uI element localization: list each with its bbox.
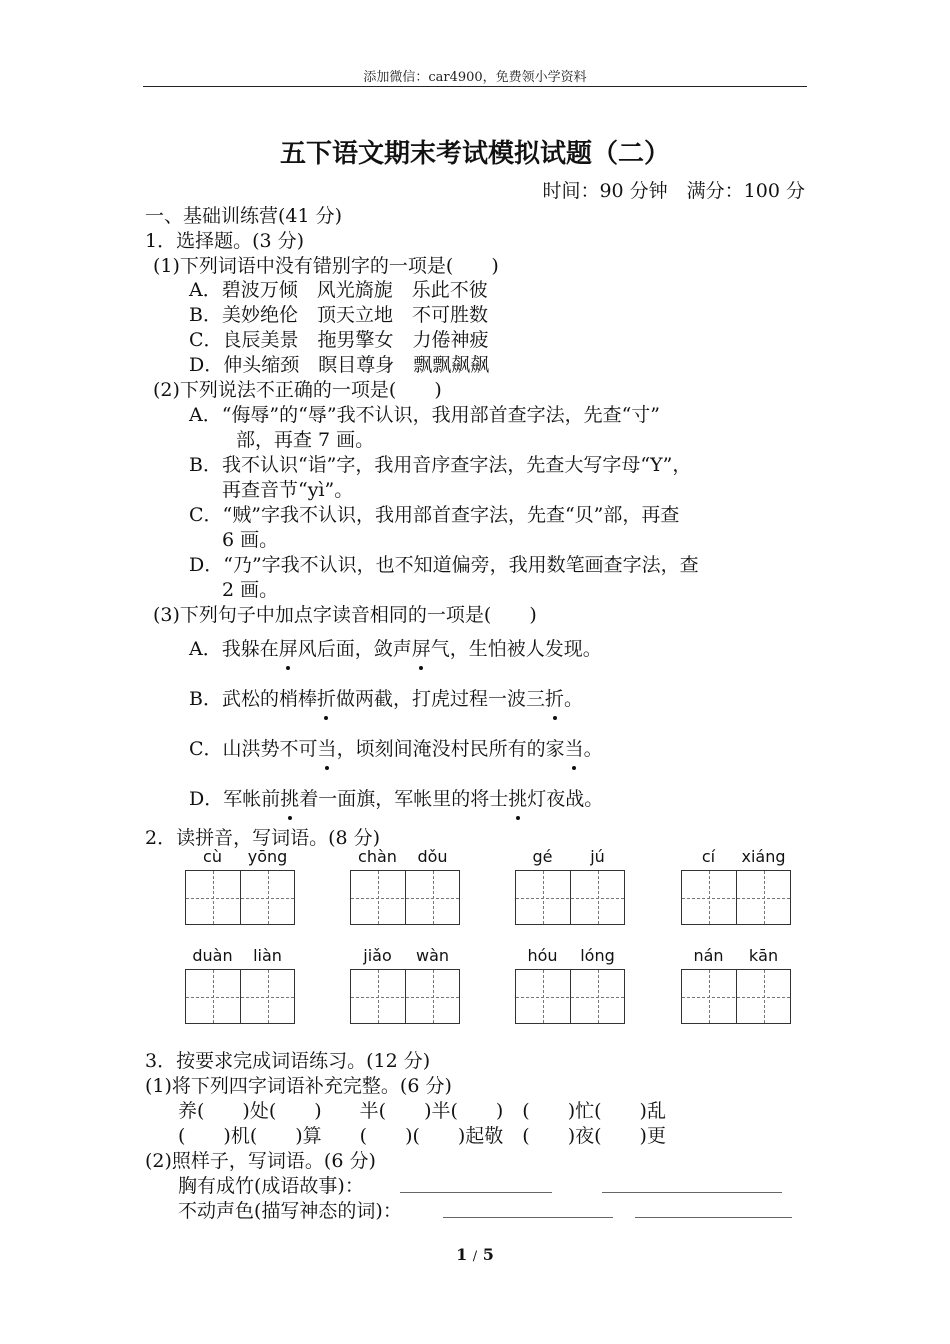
q1-1-option: D．伸头缩颈 瞑目尊身 飘飘飙飙: [189, 354, 490, 376]
option-text: 风后面，敛声: [297, 638, 412, 660]
pinyin: duàn: [192, 946, 233, 965]
dotted-char: 当: [318, 734, 337, 761]
q3-heading: 3．按要求完成词语练习。(12 分): [145, 1050, 431, 1072]
answer-line[interactable]: [400, 1192, 552, 1193]
pinyin: wàn: [415, 946, 450, 965]
example-prompt: 胸有成竹(成语故事)：: [178, 1175, 364, 1197]
dotted-char: 屏: [279, 634, 298, 661]
example-prompt: 不动声色(描写神态的词)：: [178, 1200, 402, 1222]
q2-heading: 2．读拼音，写词语。(8 分): [145, 827, 381, 849]
option-text: ，顷刻间淹没村民所有的家: [336, 738, 565, 760]
q1-2-option-cont: 6 画。: [222, 529, 279, 551]
pinyin: lóng: [580, 946, 615, 965]
dotted-char: 挑: [280, 784, 299, 811]
dotted-char: 挑: [508, 784, 527, 811]
writing-grid[interactable]: [681, 969, 791, 1024]
pinyin: yōng: [247, 847, 288, 866]
pinyin: nán: [693, 946, 724, 965]
dotted-char: 折: [317, 684, 336, 711]
q1-3-stem: (3)下列句子中加点字读音相同的一项是( ): [153, 604, 537, 626]
writing-grid[interactable]: [185, 870, 295, 925]
page-separator: /: [472, 1249, 478, 1264]
dotted-char: 折: [545, 684, 564, 711]
pinyin: chàn: [358, 847, 397, 866]
answer-line[interactable]: [443, 1217, 613, 1218]
q1-2-option-line: A．“侮辱”的“辱”我不认识，我用部首查字法，先查“寸”: [189, 404, 661, 426]
option-text: 做两截，打虎过程一波三: [335, 688, 545, 710]
q1-1-option: B．美妙绝伦 顶天立地 不可胜数: [189, 304, 488, 326]
idiom-fill-row: 养( )处( ) 半( )半( ) ( )忙( )乱: [178, 1100, 666, 1122]
pinyin: hóu: [527, 946, 558, 965]
q1-2-option-cont: 再查音节“yì”。: [222, 479, 354, 501]
q3-1-stem: (1)将下列四字词语补充完整。(6 分): [145, 1075, 452, 1097]
writing-grid[interactable]: [515, 870, 625, 925]
writing-grid[interactable]: [350, 969, 460, 1024]
q1-1-option: A．碧波万倾 风光旖旎 乐此不彼: [189, 279, 488, 301]
page-title: 五下语文期末考试模拟试题（二）: [279, 139, 670, 169]
total-pages: 5: [482, 1245, 494, 1264]
pinyin: dǒu: [417, 847, 448, 866]
option-text: 。: [583, 738, 603, 760]
pinyin: xiáng: [741, 847, 786, 866]
header-rule: [143, 86, 807, 87]
option-text: 灯夜战。: [527, 788, 604, 810]
option-text: A．我躲在: [189, 638, 279, 660]
writing-grid[interactable]: [185, 969, 295, 1024]
option-text: C．山洪势不可: [189, 738, 318, 760]
pinyin: cù: [203, 847, 222, 866]
pinyin: kān: [748, 946, 779, 965]
option-text: 。: [564, 688, 584, 710]
q1-heading: 1．选择题。(3 分): [145, 230, 305, 252]
writing-grid[interactable]: [681, 870, 791, 925]
q3-2-stem: (2)照样子，写词语。(6 分): [145, 1150, 376, 1172]
answer-line[interactable]: [635, 1217, 792, 1218]
option-text: 着一面旗，军帐里的将士: [299, 788, 509, 810]
current-page: 1: [456, 1245, 468, 1264]
q1-2-option-line: B．我不认识“诣”字，我用音序查字法，先查大写字母“Y”，: [189, 454, 692, 476]
q1-3-option: [189, 684, 583, 711]
pinyin: cí: [701, 847, 716, 866]
q1-1-option: C．良辰美景 拖男擎女 力倦神疲: [189, 329, 489, 351]
q1-3-option: [189, 784, 603, 811]
q1-2-option-cont: 2 画。: [222, 579, 279, 601]
answer-line[interactable]: [602, 1192, 782, 1193]
q1-1-stem: (1)下列词语中没有错别字的一项是( ): [153, 255, 499, 277]
writing-grid[interactable]: [350, 870, 460, 925]
option-text: B．武松的梢棒: [189, 688, 317, 710]
dotted-char: 屏: [412, 634, 431, 661]
page-number: [0, 1245, 950, 1264]
q1-2-option-line: D．“乃”字我不认识，也不知道偏旁，我用数笔画查字法，查: [189, 554, 699, 576]
q1-3-option: [189, 634, 602, 661]
option-text: D．军帐前: [189, 788, 281, 810]
q1-3-option: [189, 734, 603, 761]
option-text: 气，生怕被人发现。: [430, 638, 602, 660]
section-heading: 一、基础训练营(41 分): [145, 205, 343, 227]
exam-meta: 时间：90 分钟 满分：100 分: [542, 180, 805, 202]
pinyin: liàn: [253, 946, 282, 965]
dotted-char: 当: [565, 734, 584, 761]
q1-2-option-line: C．“贼”字我不认识，我用部首查字法，先查“贝”部，再查: [189, 504, 680, 526]
idiom-fill-row: ( )机( )算 ( )( )起敬 ( )夜( )更: [178, 1125, 666, 1147]
pinyin: jú: [590, 847, 605, 866]
pinyin: gé: [532, 847, 553, 866]
q1-2-option-cont: 部，再查 7 画。: [236, 429, 375, 451]
page-header: 添加微信：car4900，免费领小学资料: [363, 70, 587, 85]
q1-2-stem: (2)下列说法不正确的一项是( ): [153, 379, 442, 401]
writing-grid[interactable]: [515, 969, 625, 1024]
pinyin: jiǎo: [363, 946, 392, 965]
